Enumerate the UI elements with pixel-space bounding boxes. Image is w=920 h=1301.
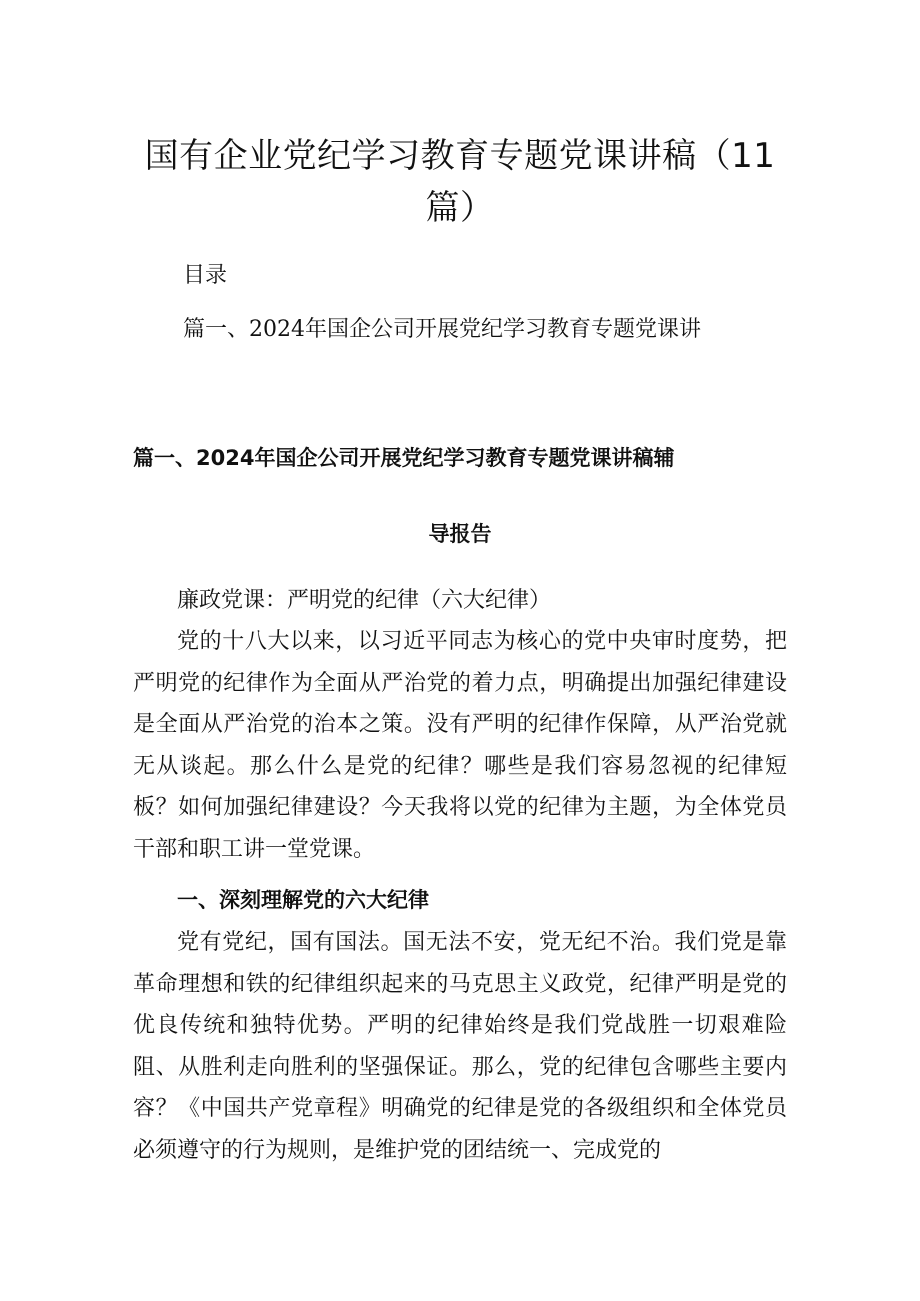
section-title-line2: 导报告 — [428, 522, 492, 546]
section-title — [133, 420, 787, 572]
intro-paragraph: 党的十八大以来，以习近平同志为核心的党中央审时度势，把严明党的纪律作为全面从严治党的着力点，明确提出加强纪律建设是全面从严治党的治本之策。没有严明的纪律作保障，从严治党就无从谈起。那么什么是党的纪律？哪些是我们容易忽视的纪律短板？如何加强纪律建设？今天我将以党的纪律为主题，为全体党员干部和职工讲一堂党课。 — [133, 629, 787, 862]
body-paragraph-one: 党有党纪，国有国法。国无法不安，党无纪不治。我们党是靠革命理想和铁的纪律组织起来的马克思主义政党，纪律严明是党的优良传统和独特优势。严明的纪律始终是我们党战胜一切艰难险阻、从胜利走向胜利的坚强保证。那么，党的纪律包含哪些主要内容？《中国共产党章程》明确党的纪律是党的各级组织和全体党员必须遵守的行为规则，是维护党的团结统一、完成党的 — [133, 930, 787, 1163]
document-title: 国有企业党纪学习教育专题党课讲稿（11篇） — [144, 136, 776, 228]
heading-one: 一、深刻理解党的六大纪律 — [177, 888, 429, 912]
lecture-subtitle: 廉政党课：严明党的纪律（六大纪律） — [177, 588, 552, 613]
toc-heading: 目录 — [183, 263, 228, 288]
toc-item-1[interactable]: 篇一、2024年国企公司开展党纪学习教育专题党课讲 — [183, 317, 701, 342]
section-title-line1: 篇一、2024年国企公司开展党纪学习教育专题党课讲稿辅 — [133, 446, 675, 470]
